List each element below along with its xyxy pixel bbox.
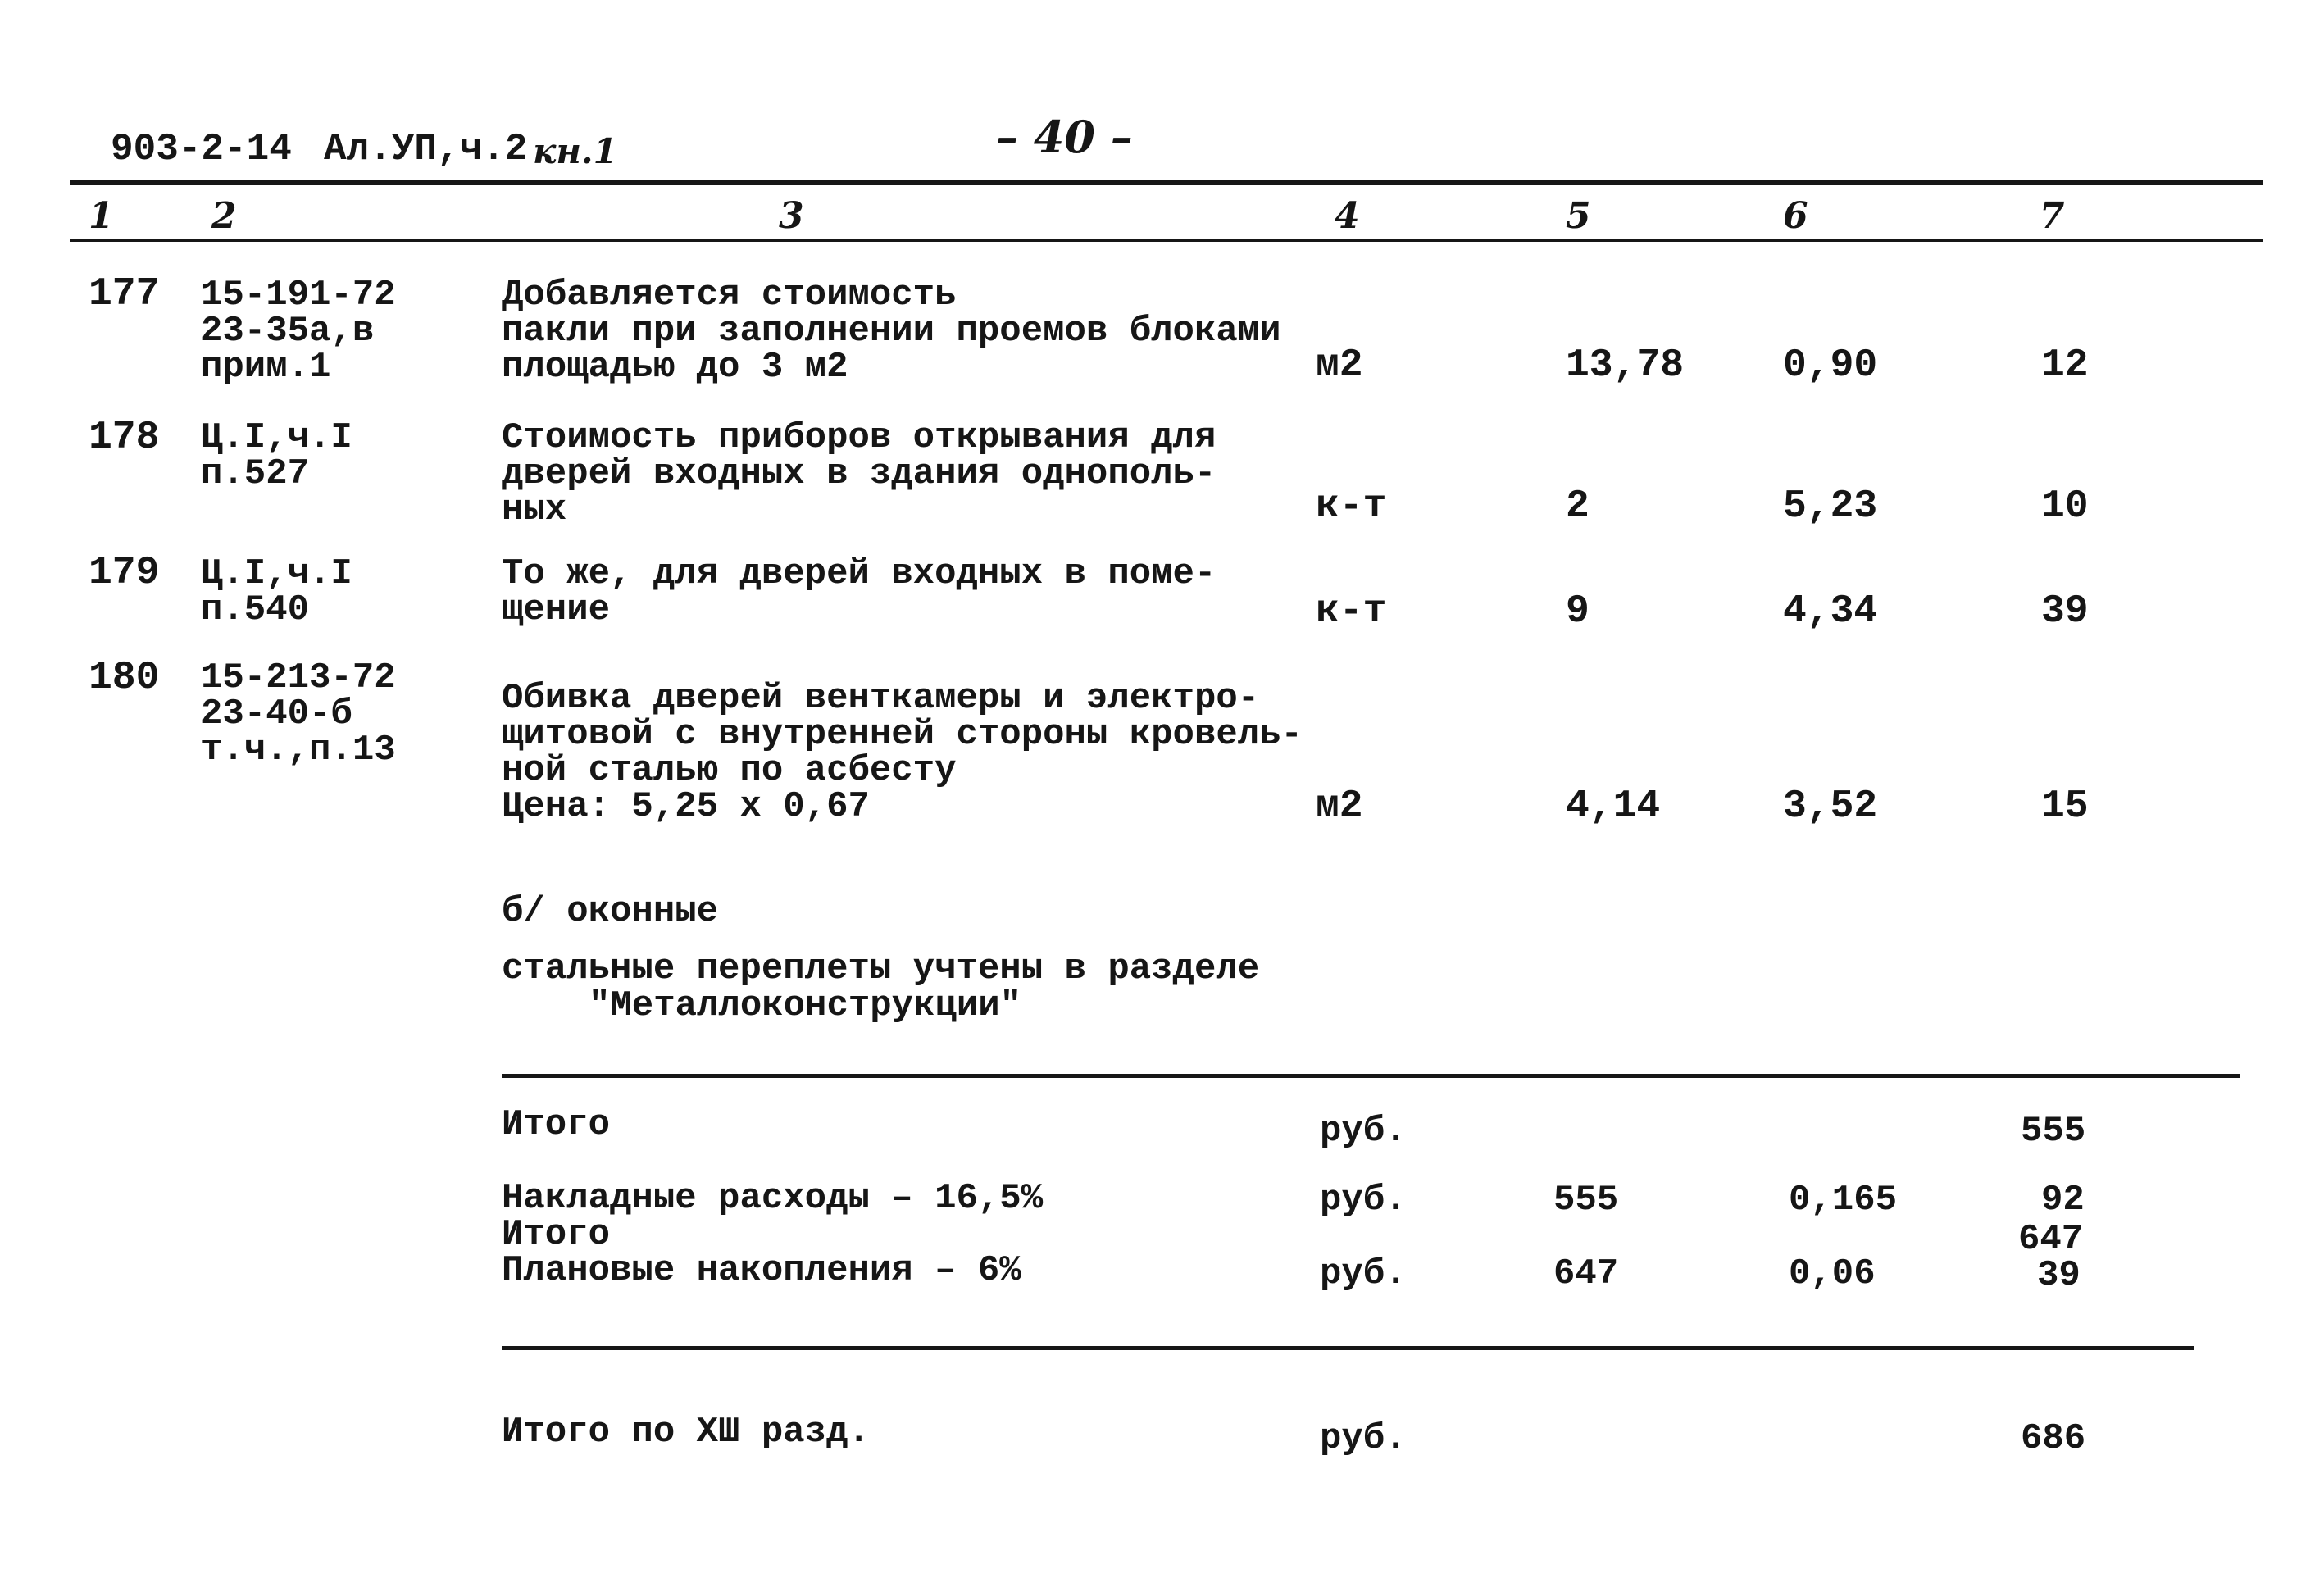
summary-base: 555 [1553,1180,1619,1221]
row-description: Стоимость приборов открывания для дверей входных в здания однополь- ных [502,417,1217,530]
summary-unit: руб. [1320,1418,1407,1459]
row-unit: м2 [1316,343,1363,388]
row-quantity: 2 [1566,484,1590,529]
summary-label: Итого по ХШ разд. [502,1412,870,1453]
summary-label: Итого [502,1104,611,1145]
summary-label: Итого [502,1214,611,1255]
row-quantity: 9 [1566,589,1590,634]
row-description: Добавляется стоимость пакли при заполнении проемов блоками площадью до 3 м2 [502,275,1281,388]
column-number: 4 [1335,195,1360,237]
row-total: 39 [2041,589,2089,634]
summary-total: 39 [2037,1255,2081,1296]
row-unit-price: 0,90 [1783,343,1878,388]
summary-label: Плановые накопления – 6% [502,1250,1021,1291]
column-number: 6 [1783,195,1808,237]
row-reference: 15-213-72 23-40-б т.ч.,п.13 [201,657,396,771]
summary-total: 92 [2041,1180,2085,1221]
summary-total: 686 [2021,1418,2086,1459]
row-total: 10 [2041,484,2089,529]
summary-base: 647 [1553,1253,1619,1294]
row-description: Обивка дверей венткамеры и электро- щитовой с внутренней стороны кровель- ной сталью по асбесту Цена: 5,25 х 0,67 [502,678,1303,827]
row-unit: к-т [1316,484,1387,529]
summary-unit: руб. [1320,1180,1407,1221]
header-rule-bottom [70,239,2263,242]
page-number: – 40 – [996,111,1133,163]
row-unit-price: 3,52 [1783,784,1878,829]
summary-label: Накладные расходы – 16,5% [502,1178,1044,1219]
row-number: 177 [89,272,160,316]
row-quantity: 13,78 [1566,343,1685,388]
row-unit: м2 [1316,784,1363,829]
row-reference: Ц.I,ч.I п.527 [201,417,352,494]
doc-code: 903-2-14 [111,128,292,171]
column-number: 3 [779,195,804,237]
summary-unit: руб. [1320,1111,1407,1152]
summary-rule-bottom [502,1346,2194,1350]
row-reference: Ц.I,ч.I п.540 [201,553,352,630]
summary-unit: руб. [1320,1253,1407,1294]
summary-rule-top [502,1074,2240,1078]
row-description: То же, для дверей входных в поме- щение [502,553,1217,630]
row-total: 15 [2041,784,2089,829]
row-number: 180 [89,656,160,700]
column-number: 5 [1566,195,1591,237]
row-unit: к-т [1316,589,1387,634]
column-number: 7 [2040,195,2065,237]
column-number: 1 [89,195,114,237]
section-b-title: б/ оконные [502,891,719,932]
row-reference: 15-191-72 23-35а,в прим.1 [201,275,396,388]
summary-total: 647 [2018,1219,2084,1260]
summary-total: 555 [2021,1111,2086,1152]
summary-rate: 0,06 [1789,1253,1876,1294]
row-unit-price: 5,23 [1783,484,1878,529]
summary-rate: 0,165 [1789,1180,1898,1221]
row-number: 179 [89,551,160,595]
section-b-note-line: стальные переплеты учтены в разделе [502,948,1260,989]
header-rule-top [70,180,2263,185]
row-number: 178 [89,416,160,460]
book-label: кн.1 [533,131,617,171]
column-number: 2 [211,195,237,237]
section-b-note-line: "Металлоконструкции" [589,985,1022,1026]
album-label: Ал.УП,ч.2 [324,128,528,171]
row-unit-price: 4,34 [1783,589,1878,634]
row-quantity: 4,14 [1566,784,1661,829]
row-total: 12 [2041,343,2089,388]
